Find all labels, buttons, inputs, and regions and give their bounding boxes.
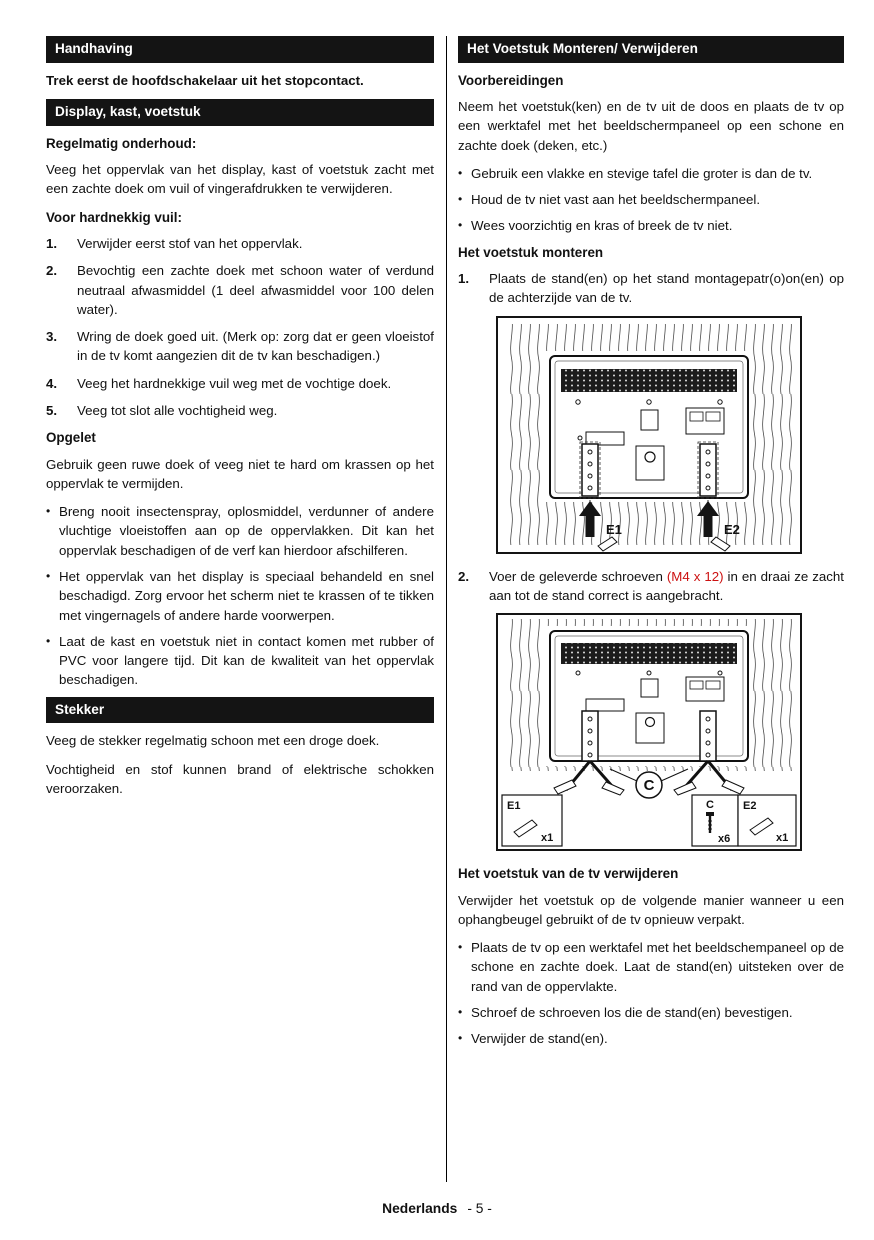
bullet-item [46,502,434,560]
step-text: Verwijder eerst stof van het oppervlak. [77,236,303,252]
label-c: C [706,799,714,812]
bullet-item [458,164,844,183]
label-e2: E2 [743,800,757,813]
step-item [46,234,434,253]
step-text-pre: Voer de geleverde schroeven [489,568,667,584]
step-item [46,261,434,319]
bullet-text: Breng nooit insectenspray, oplosmiddel, verdunner of andere vluchtige vloeistoffen aan op de oppervlakken. Dit kan het oppervlak beschadigen of de verf kan hierdoor afschilferen. [59,504,434,558]
paragraph: Neem het voetstuk(ken) en de tv uit de doos en plaats de tv op een werktafel met het beeldschermpaneel op een schone en zachte doek (deken, etc.) [458,99,844,153]
step-number: 5. [46,402,58,418]
tv-rear-diagram-2 [498,615,800,849]
step-text: Veeg het hardnekkige vuil weg met de vochtige doek. [77,375,392,391]
footer-language: Nederlands [382,1201,458,1216]
section-header-label: Handhaving [55,41,133,56]
paragraph: Gebruik geen ruwe doek of veeg niet te hard om krassen op het oppervlak te vermijden. [46,456,434,491]
parts-box-c [692,795,738,846]
step-item [46,327,434,366]
bullet-text: Schroef de schroeven los die de stand(en) bevestigen. [471,1005,793,1020]
bullet-marker: • [458,940,463,955]
step-item [46,401,434,420]
bullet-item [46,632,434,690]
paragraph: Vochtigheid en stof kunnen brand of elektrische schokken veroorzaken. [46,761,434,796]
section-header-label: Het Voetstuk Monteren/ Verwijderen [467,41,698,56]
bullet-marker: • [46,568,51,583]
bullet-text: Houd de tv niet vast aan het beeldschermpaneel. [471,192,761,208]
section-header-label: Display, kast, voetstuk [55,103,201,119]
subheading-voetstuk-monteren: Het voetstuk monteren [458,244,604,260]
count-x1: x1 [541,832,554,845]
step-item [46,374,434,393]
count-x6: x6 [718,833,731,846]
section-header-voetstuk-monteren [458,36,844,63]
figure-stand-positions [496,316,802,554]
bullet-marker: • [458,1031,463,1046]
label-e1: E1 [606,521,622,537]
subheading-voorbereidingen: Voorbereidingen [458,72,564,88]
stand-rail-right [700,711,716,761]
step-text [489,567,844,606]
step-item [458,567,844,606]
label-e1: E1 [507,800,521,813]
two-column-layout [46,34,845,1182]
count-x1: x1 [776,832,789,845]
parts-box-e2 [738,795,796,846]
step-text: Bevochtig een zachte doek met schoon water of verdund neutraal afwasmiddel (1 deel afwasmiddel voor 100 delen water). [77,263,434,317]
paragraph: Veeg de stekker regelmatig schoon met een droge doek. [46,733,380,749]
bullet-marker: • [458,165,463,180]
step-number: 4. [46,375,58,391]
bullet-text: Wees voorzichtig en kras of breek de tv niet. [471,218,733,234]
tv-rear-illustration [545,626,753,766]
step-number: 2. [458,568,470,584]
section-header-label: Stekker [55,701,105,717]
screw-spec-highlight: (M4 x 12) [666,568,724,584]
bullet-text: Gebruik een vlakke en stevige tafel die groter is dan de tv. [471,165,813,181]
step-text: Wring de doek goed uit. (Merk op: zorg dat er geen vloeistof in de tv komt aangezien dit de tv kan beschadigen.) [77,329,434,364]
bullet-list [458,938,844,1048]
bullet-list [46,502,434,689]
bullet-item [458,938,844,996]
label-c-big: C [643,777,655,795]
bullet-item [458,1029,844,1048]
bullet-marker: • [46,504,51,519]
step-text: Veeg tot slot alle vochtigheid weg. [77,402,278,418]
column-divider [446,36,447,1182]
bullet-item [46,567,434,625]
step-number: 1. [458,271,470,287]
parts-box-e1 [502,795,562,846]
bullet-item [458,190,844,209]
bullet-text: Het oppervlak van het display is speciaal behandeld en snel beschadigd. Zorg ervoor het scherm niet te krassen of te tikken met vingernagels of andere harde voorwerpen. [59,568,434,623]
step-number: 2. [46,263,58,279]
step-number: 1. [46,236,58,252]
numbered-steps [46,234,434,420]
bullet-item [458,1003,844,1022]
bullet-item [458,216,844,235]
bullet-text: Verwijder de stand(en). [471,1031,608,1047]
footer-page-number: - 5 - [467,1201,492,1216]
bullet-text: Plaats de tv op een werktafel met het beeldschempaneel op de schone en zachte doek. Laat de stand(en) uitsteken over de rand van de oppervlakte. [471,940,844,994]
subheading-regelmatig-onderhoud: Regelmatig onderhoud: [46,135,197,151]
stand-rail-left [582,711,598,761]
subheading-hardnekkig-vuil: Voor hardnekkig vuil: [46,209,182,225]
intro-warning-text: Trek eerst de hoofdschakelaar uit het stopcontact. [46,72,364,88]
step-text-post: in en draai ze zacht aan tot de stand correct is aangebracht. [489,568,845,603]
stand-rail-right [698,442,718,498]
bullet-list [458,164,844,236]
subheading-voetstuk-verwijderen: Het voetstuk van de tv verwijderen [458,866,679,882]
stand-rail-left [580,442,600,498]
subheading-opgelet: Opgelet [46,430,96,446]
right-column [458,34,844,1182]
bullet-text: Laat de kast en voetstuk niet in contact komen met rubber of PVC voor langere tijd. Dit kan de kwaliteit van het oppervlak beschadigen. [59,633,434,688]
left-column [46,34,434,1182]
figure-stand-screws [496,613,802,851]
paragraph: Verwijder het voetstuk op de volgende manier wanneer u een ophangbeugel gebruikt of de tv opnieuw verpakt. [458,892,844,927]
tv-rear-diagram-1 [498,318,800,552]
section-header-stekker [46,697,434,724]
paragraph: Veeg het oppervlak van het display, kast of voetstuk zacht met een zachte doek om vuil of vingerafdrukken te verwijderen. [46,162,434,197]
section-header-handhaving [46,36,434,63]
bullet-marker: • [458,1005,463,1019]
page-footer [0,1201,874,1216]
section-header-display-kast-voetstuk [46,99,434,126]
step-text: Plaats de stand(en) op het stand montagepatr(o)on(en) op de achterzijde van de tv. [489,271,844,306]
step-number: 3. [46,329,58,345]
label-e2: E2 [724,521,740,537]
step-item [458,269,844,308]
bullet-marker: • [46,633,51,648]
tv-rear-illustration [545,351,753,502]
bullet-marker: • [458,192,463,207]
bullet-marker: • [458,218,463,233]
